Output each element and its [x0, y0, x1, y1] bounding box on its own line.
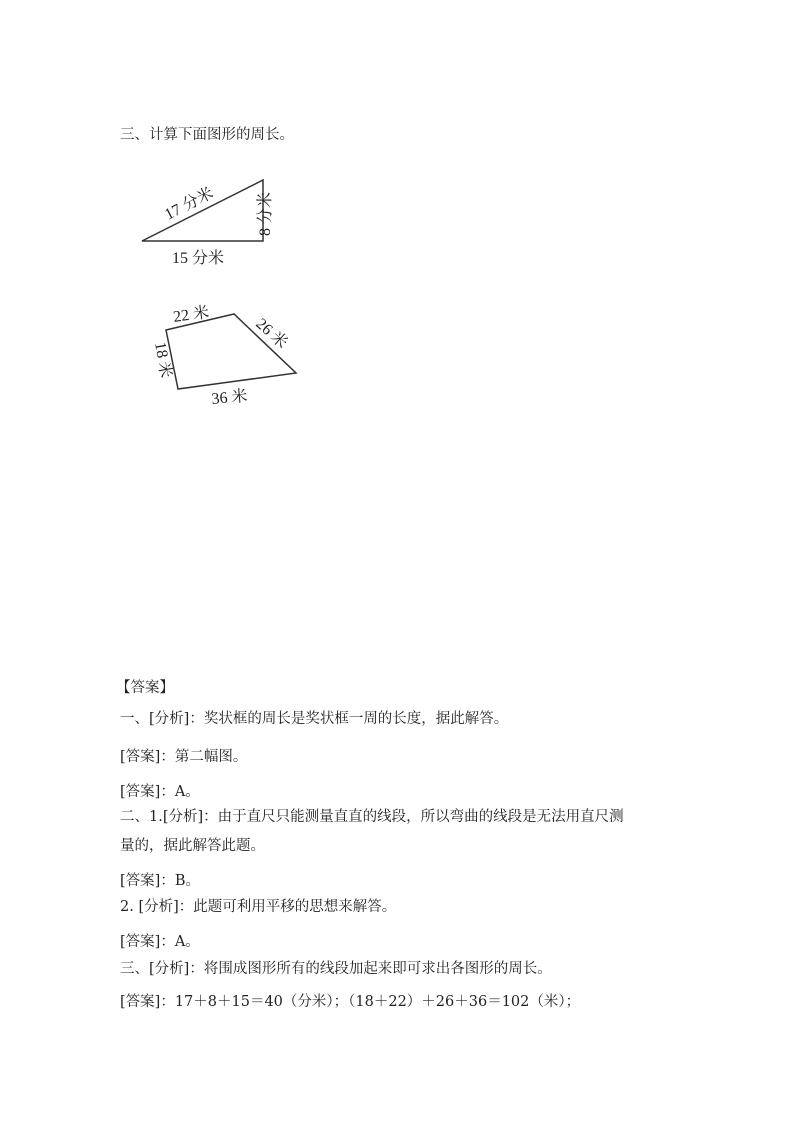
- triangle-hypotenuse-label: 17 分米: [162, 184, 217, 224]
- answer-line: 一、[分析]：奖状框的周长是奖状框一周的长度，据此解答。: [120, 711, 509, 727]
- answer-line: 三、[分析]：将围成图形所有的线段加起来即可求出各图形的周长。: [120, 961, 552, 977]
- answer-line: [答案]：第二幅图。: [120, 749, 248, 765]
- answer-line: 2. [分析]：此题可利用平移的思想来解答。: [120, 899, 397, 915]
- answers-heading: 【答案】: [116, 680, 174, 696]
- answer-line: [答案]：A。: [120, 784, 200, 800]
- answer-line: 量的，据此解答此题。: [120, 838, 265, 854]
- quad-bottom-label: 36 米: [210, 387, 249, 408]
- answer-line: 二、1.[分析]：由于直尺只能测量直直的线段，所以弯曲的线段是无法用直尺测: [120, 809, 624, 825]
- quad-left-label: 18 米: [151, 340, 175, 380]
- quad-top-label: 22 米: [172, 304, 211, 326]
- answer-line: [答案]：B。: [120, 873, 200, 889]
- triangle-figure: [142, 180, 274, 267]
- question-3-title: 三、计算下面图形的周长。: [120, 127, 294, 143]
- quadrilateral-shape: [166, 314, 296, 389]
- answer-line: [答案]：17＋8＋15＝40（分米）；（18＋22）＋26＋36＝102（米）；: [120, 994, 581, 1010]
- triangle-base-label: 15 分米: [172, 250, 225, 267]
- figures: [0, 0, 793, 420]
- quad-right-label: 26 米: [252, 315, 291, 353]
- answer-line: [答案]：A。: [120, 934, 200, 950]
- triangle-height-label: 8 分米: [257, 191, 274, 236]
- quadrilateral-figure: [151, 303, 296, 408]
